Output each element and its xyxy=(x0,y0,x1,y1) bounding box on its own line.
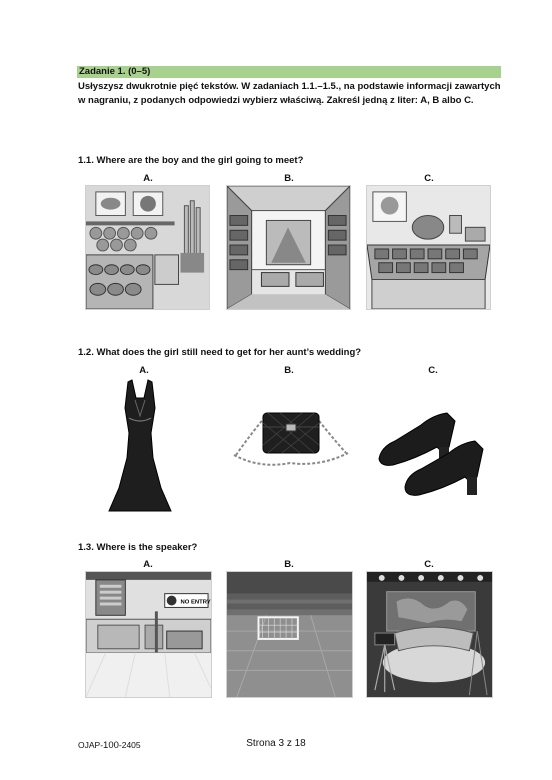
stadium-image[interactable] xyxy=(226,571,353,698)
question-1-1: 1.1. Where are the boy and the girl going to meet? xyxy=(78,155,304,166)
exam-code-level: 100 xyxy=(103,740,119,751)
bookshop-image[interactable] xyxy=(226,185,351,310)
option-letter-b[interactable]: B. xyxy=(284,559,294,570)
option-letter-c[interactable]: C. xyxy=(424,559,434,570)
option-letter-a[interactable]: A. xyxy=(143,559,153,570)
exam-code-suffix: -2405 xyxy=(118,740,141,750)
option-letter-c[interactable]: C. xyxy=(428,365,438,376)
exam-code-prefix: OJAP- xyxy=(78,740,104,750)
option-letter-b[interactable]: B. xyxy=(284,365,294,376)
evening-dress-image[interactable] xyxy=(105,378,175,513)
task-header: Zadanie 1. (0–5) xyxy=(77,66,501,78)
option-letter-b[interactable]: B. xyxy=(284,173,294,184)
no-entry-sign: NO ENTRY xyxy=(180,599,211,606)
option-letter-c[interactable]: C. xyxy=(424,173,434,184)
question-1-3: 1.3. Where is the speaker? xyxy=(78,542,198,553)
option-letter-a[interactable]: A. xyxy=(139,365,149,376)
handbag-image[interactable] xyxy=(230,405,352,477)
option-letter-a[interactable]: A. xyxy=(143,173,153,184)
bakery-shop-image[interactable] xyxy=(85,185,210,310)
page-number: Strona 3 z 18 xyxy=(246,738,306,749)
tv-studio-image[interactable] xyxy=(366,571,493,698)
airport-gate-image[interactable] xyxy=(85,571,212,698)
question-1-2: 1.2. What does the girl still need to get for her aunt’s wedding? xyxy=(78,347,362,358)
grocery-stall-image[interactable] xyxy=(366,185,491,310)
task-instructions: Usłyszysz dwukrotnie pięć tekstów. W zadaniach 1.1.–1.5., na podstawie informacji zawartych w nagraniu, z podanych odpowiedzi wybierz właściwą. Zakreśl jedną z liter: A, B albo C. xyxy=(78,81,501,106)
shoes-image[interactable] xyxy=(375,407,485,497)
